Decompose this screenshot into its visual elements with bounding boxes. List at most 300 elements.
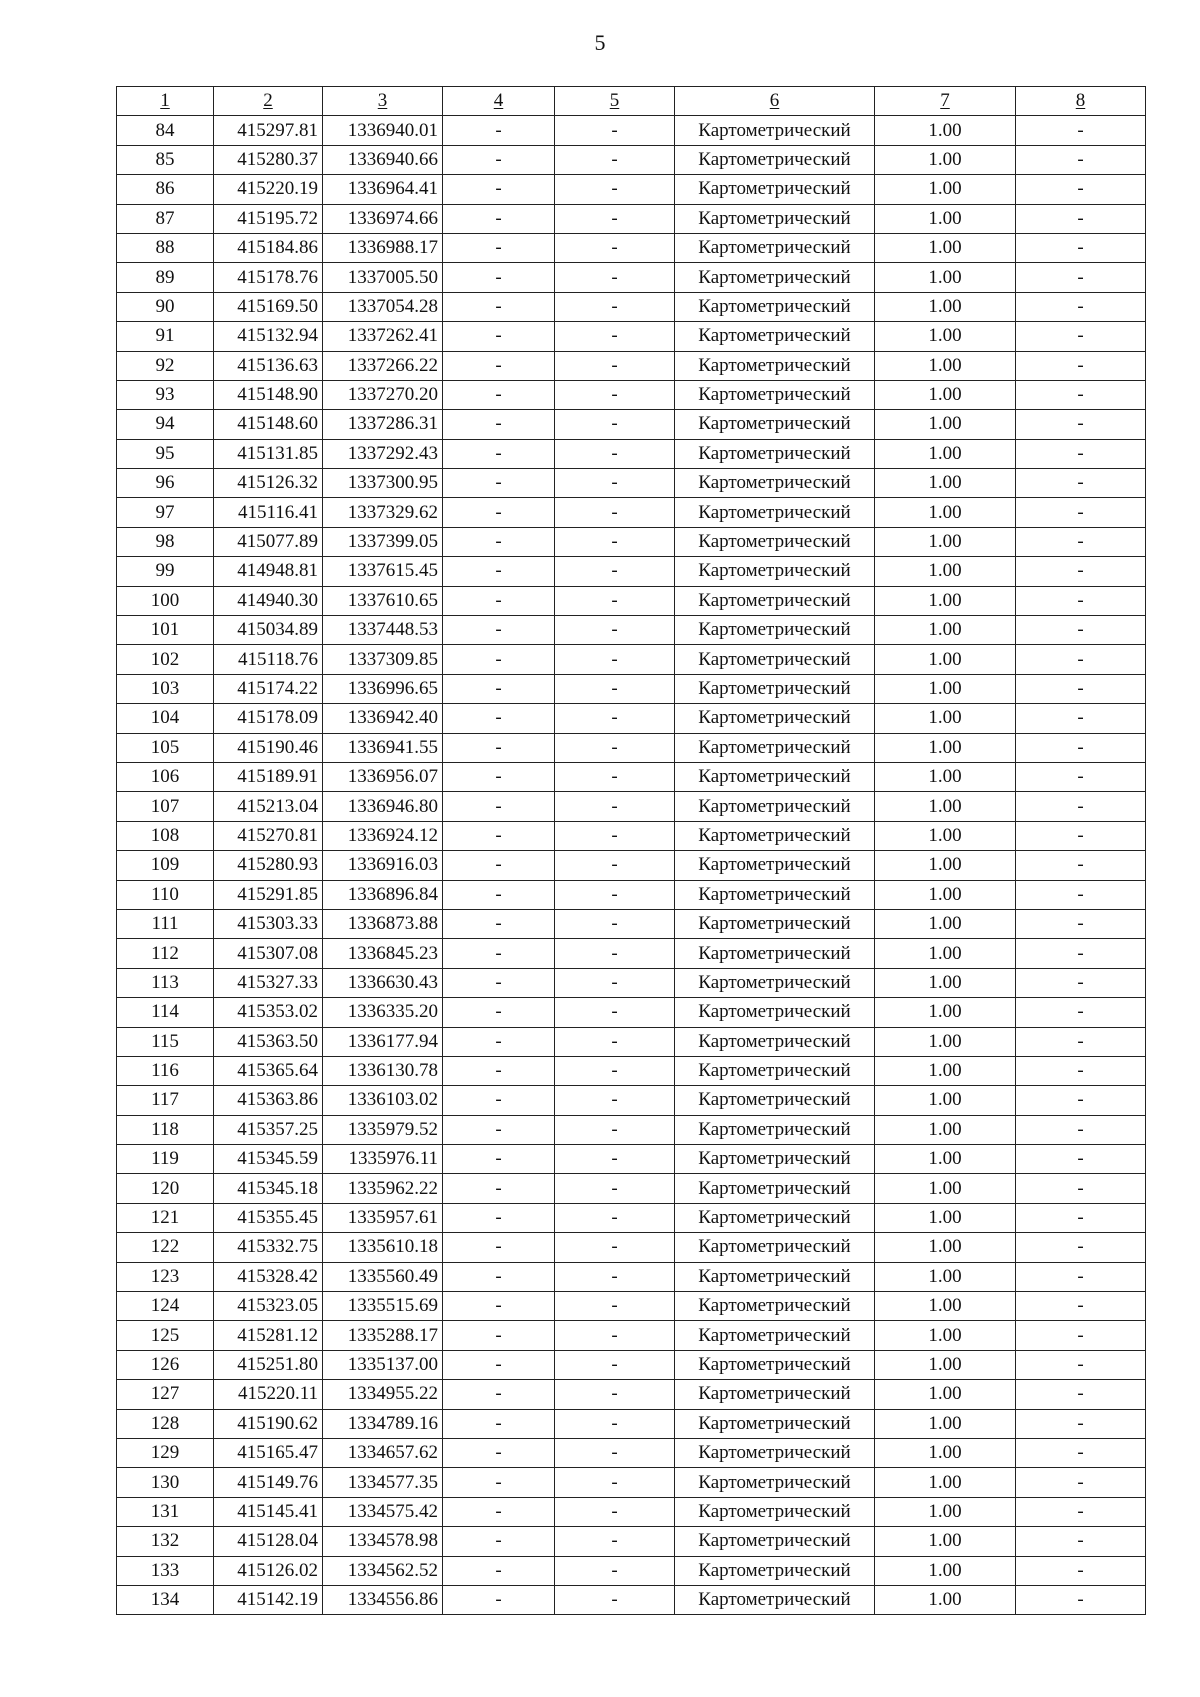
col8-cell: - bbox=[1016, 439, 1146, 468]
col4-cell: - bbox=[443, 851, 555, 880]
x-coordinate-cell: 415034.89 bbox=[214, 616, 323, 645]
col4-cell: - bbox=[443, 645, 555, 674]
point-number-cell: 114 bbox=[117, 998, 214, 1027]
table-body bbox=[117, 116, 1146, 1615]
col5-cell: - bbox=[555, 116, 675, 145]
col5-cell: - bbox=[555, 439, 675, 468]
col8-cell: - bbox=[1016, 263, 1146, 292]
col8-cell: - bbox=[1016, 968, 1146, 997]
y-coordinate-cell: 1337266.22 bbox=[323, 351, 443, 380]
x-coordinate-cell: 415145.41 bbox=[214, 1497, 323, 1526]
col8-cell: - bbox=[1016, 145, 1146, 174]
col4-cell: - bbox=[443, 968, 555, 997]
col8-cell: - bbox=[1016, 175, 1146, 204]
col5-cell: - bbox=[555, 527, 675, 556]
col5-cell: - bbox=[555, 498, 675, 527]
method-cell: Картометрический bbox=[675, 498, 875, 527]
accuracy-cell: 1.00 bbox=[875, 851, 1016, 880]
point-number-cell: 134 bbox=[117, 1585, 214, 1614]
table-row bbox=[117, 145, 1146, 174]
col5-cell: - bbox=[555, 645, 675, 674]
col8-cell: - bbox=[1016, 1145, 1146, 1174]
point-number-cell: 98 bbox=[117, 527, 214, 556]
point-number-cell: 105 bbox=[117, 733, 214, 762]
y-coordinate-cell: 1334562.52 bbox=[323, 1556, 443, 1585]
col4-cell: - bbox=[443, 733, 555, 762]
col5-cell: - bbox=[555, 1174, 675, 1203]
point-number-cell: 118 bbox=[117, 1115, 214, 1144]
y-coordinate-cell: 1337329.62 bbox=[323, 498, 443, 527]
table-row bbox=[117, 380, 1146, 409]
col5-cell: - bbox=[555, 1497, 675, 1526]
col4-cell: - bbox=[443, 233, 555, 262]
accuracy-cell: 1.00 bbox=[875, 498, 1016, 527]
col4-cell: - bbox=[443, 1292, 555, 1321]
method-cell: Картометрический bbox=[675, 527, 875, 556]
col8-cell: - bbox=[1016, 1174, 1146, 1203]
col5-cell: - bbox=[555, 145, 675, 174]
accuracy-cell: 1.00 bbox=[875, 616, 1016, 645]
table-row bbox=[117, 292, 1146, 321]
y-coordinate-cell: 1336941.55 bbox=[323, 733, 443, 762]
y-coordinate-cell: 1337399.05 bbox=[323, 527, 443, 556]
y-coordinate-cell: 1335515.69 bbox=[323, 1292, 443, 1321]
point-number-cell: 91 bbox=[117, 322, 214, 351]
point-number-cell: 128 bbox=[117, 1409, 214, 1438]
y-coordinate-cell: 1337292.43 bbox=[323, 439, 443, 468]
method-cell: Картометрический bbox=[675, 880, 875, 909]
col8-cell: - bbox=[1016, 1233, 1146, 1262]
y-coordinate-cell: 1334657.62 bbox=[323, 1438, 443, 1467]
col8-cell: - bbox=[1016, 469, 1146, 498]
y-coordinate-cell: 1334577.35 bbox=[323, 1468, 443, 1497]
method-cell: Картометрический bbox=[675, 792, 875, 821]
method-cell: Картометрический bbox=[675, 1027, 875, 1056]
col8-cell: - bbox=[1016, 233, 1146, 262]
col5-cell: - bbox=[555, 821, 675, 850]
table-row bbox=[117, 909, 1146, 938]
x-coordinate-cell: 415365.64 bbox=[214, 1056, 323, 1085]
accuracy-cell: 1.00 bbox=[875, 1585, 1016, 1614]
y-coordinate-cell: 1337309.85 bbox=[323, 645, 443, 674]
y-coordinate-cell: 1337286.31 bbox=[323, 410, 443, 439]
col4-cell: - bbox=[443, 1497, 555, 1526]
col5-cell: - bbox=[555, 1380, 675, 1409]
col4-cell: - bbox=[443, 1262, 555, 1291]
method-cell: Картометрический bbox=[675, 322, 875, 351]
accuracy-cell: 1.00 bbox=[875, 1527, 1016, 1556]
method-cell: Картометрический bbox=[675, 1585, 875, 1614]
x-coordinate-cell: 415303.33 bbox=[214, 909, 323, 938]
accuracy-cell: 1.00 bbox=[875, 762, 1016, 791]
col5-cell: - bbox=[555, 880, 675, 909]
table-row bbox=[117, 821, 1146, 850]
y-coordinate-cell: 1336924.12 bbox=[323, 821, 443, 850]
y-coordinate-cell: 1337270.20 bbox=[323, 380, 443, 409]
x-coordinate-cell: 415149.76 bbox=[214, 1468, 323, 1497]
table-row bbox=[117, 351, 1146, 380]
accuracy-cell: 1.00 bbox=[875, 1350, 1016, 1379]
accuracy-cell: 1.00 bbox=[875, 1380, 1016, 1409]
x-coordinate-cell: 415174.22 bbox=[214, 674, 323, 703]
accuracy-cell: 1.00 bbox=[875, 1468, 1016, 1497]
table-row bbox=[117, 410, 1146, 439]
table-row bbox=[117, 1380, 1146, 1409]
col4-cell: - bbox=[443, 527, 555, 556]
method-cell: Картометрический bbox=[675, 939, 875, 968]
col5-cell: - bbox=[555, 351, 675, 380]
y-coordinate-cell: 1336988.17 bbox=[323, 233, 443, 262]
point-number-cell: 102 bbox=[117, 645, 214, 674]
accuracy-cell: 1.00 bbox=[875, 1203, 1016, 1232]
x-coordinate-cell: 415136.63 bbox=[214, 351, 323, 380]
col5-cell: - bbox=[555, 1086, 675, 1115]
y-coordinate-cell: 1335137.00 bbox=[323, 1350, 443, 1379]
accuracy-cell: 1.00 bbox=[875, 586, 1016, 615]
point-number-cell: 90 bbox=[117, 292, 214, 321]
method-cell: Картометрический bbox=[675, 1233, 875, 1262]
point-number-cell: 106 bbox=[117, 762, 214, 791]
table-row bbox=[117, 851, 1146, 880]
point-number-cell: 117 bbox=[117, 1086, 214, 1115]
point-number-cell: 130 bbox=[117, 1468, 214, 1497]
table-row bbox=[117, 175, 1146, 204]
y-coordinate-cell: 1336996.65 bbox=[323, 674, 443, 703]
column-header: 5 bbox=[555, 87, 675, 116]
x-coordinate-cell: 415357.25 bbox=[214, 1115, 323, 1144]
point-number-cell: 94 bbox=[117, 410, 214, 439]
col5-cell: - bbox=[555, 233, 675, 262]
col5-cell: - bbox=[555, 1262, 675, 1291]
coordinates-table bbox=[116, 86, 1146, 1615]
method-cell: Картометрический bbox=[675, 1556, 875, 1585]
x-coordinate-cell: 415184.86 bbox=[214, 233, 323, 262]
table-row bbox=[117, 233, 1146, 262]
table-row bbox=[117, 1438, 1146, 1467]
col4-cell: - bbox=[443, 1174, 555, 1203]
col8-cell: - bbox=[1016, 1056, 1146, 1085]
accuracy-cell: 1.00 bbox=[875, 968, 1016, 997]
table-row bbox=[117, 116, 1146, 145]
header-row bbox=[117, 87, 1146, 116]
col4-cell: - bbox=[443, 1380, 555, 1409]
col4-cell: - bbox=[443, 204, 555, 233]
method-cell: Картометрический bbox=[675, 674, 875, 703]
col5-cell: - bbox=[555, 322, 675, 351]
y-coordinate-cell: 1335610.18 bbox=[323, 1233, 443, 1262]
col4-cell: - bbox=[443, 880, 555, 909]
y-coordinate-cell: 1336335.20 bbox=[323, 998, 443, 1027]
method-cell: Картометрический bbox=[675, 1086, 875, 1115]
table-row bbox=[117, 880, 1146, 909]
col4-cell: - bbox=[443, 557, 555, 586]
point-number-cell: 124 bbox=[117, 1292, 214, 1321]
col5-cell: - bbox=[555, 762, 675, 791]
col5-cell: - bbox=[555, 1027, 675, 1056]
col4-cell: - bbox=[443, 939, 555, 968]
x-coordinate-cell: 415332.75 bbox=[214, 1233, 323, 1262]
method-cell: Картометрический bbox=[675, 998, 875, 1027]
accuracy-cell: 1.00 bbox=[875, 204, 1016, 233]
col8-cell: - bbox=[1016, 351, 1146, 380]
table-row bbox=[117, 762, 1146, 791]
y-coordinate-cell: 1334578.98 bbox=[323, 1527, 443, 1556]
col4-cell: - bbox=[443, 292, 555, 321]
accuracy-cell: 1.00 bbox=[875, 1174, 1016, 1203]
x-coordinate-cell: 415281.12 bbox=[214, 1321, 323, 1350]
y-coordinate-cell: 1337610.65 bbox=[323, 586, 443, 615]
col8-cell: - bbox=[1016, 939, 1146, 968]
column-header: 2 bbox=[214, 87, 323, 116]
col4-cell: - bbox=[443, 616, 555, 645]
point-number-cell: 99 bbox=[117, 557, 214, 586]
col4-cell: - bbox=[443, 1203, 555, 1232]
col4-cell: - bbox=[443, 909, 555, 938]
col8-cell: - bbox=[1016, 674, 1146, 703]
table-row bbox=[117, 674, 1146, 703]
table-row bbox=[117, 263, 1146, 292]
accuracy-cell: 1.00 bbox=[875, 1056, 1016, 1085]
accuracy-cell: 1.00 bbox=[875, 1262, 1016, 1291]
accuracy-cell: 1.00 bbox=[875, 410, 1016, 439]
point-number-cell: 100 bbox=[117, 586, 214, 615]
col4-cell: - bbox=[443, 586, 555, 615]
x-coordinate-cell: 415178.76 bbox=[214, 263, 323, 292]
x-coordinate-cell: 415307.08 bbox=[214, 939, 323, 968]
point-number-cell: 104 bbox=[117, 704, 214, 733]
accuracy-cell: 1.00 bbox=[875, 704, 1016, 733]
point-number-cell: 112 bbox=[117, 939, 214, 968]
col5-cell: - bbox=[555, 469, 675, 498]
col4-cell: - bbox=[443, 1145, 555, 1174]
table-row bbox=[117, 1027, 1146, 1056]
point-number-cell: 95 bbox=[117, 439, 214, 468]
x-coordinate-cell: 415363.86 bbox=[214, 1086, 323, 1115]
x-coordinate-cell: 415328.42 bbox=[214, 1262, 323, 1291]
x-coordinate-cell: 415142.19 bbox=[214, 1585, 323, 1614]
point-number-cell: 113 bbox=[117, 968, 214, 997]
col8-cell: - bbox=[1016, 821, 1146, 850]
col5-cell: - bbox=[555, 1527, 675, 1556]
accuracy-cell: 1.00 bbox=[875, 263, 1016, 292]
col5-cell: - bbox=[555, 939, 675, 968]
table-row bbox=[117, 968, 1146, 997]
accuracy-cell: 1.00 bbox=[875, 233, 1016, 262]
y-coordinate-cell: 1337615.45 bbox=[323, 557, 443, 586]
method-cell: Картометрический bbox=[675, 439, 875, 468]
point-number-cell: 123 bbox=[117, 1262, 214, 1291]
accuracy-cell: 1.00 bbox=[875, 998, 1016, 1027]
method-cell: Картометрический bbox=[675, 380, 875, 409]
col4-cell: - bbox=[443, 469, 555, 498]
x-coordinate-cell: 415165.47 bbox=[214, 1438, 323, 1467]
x-coordinate-cell: 415148.60 bbox=[214, 410, 323, 439]
column-header: 6 bbox=[675, 87, 875, 116]
accuracy-cell: 1.00 bbox=[875, 351, 1016, 380]
col8-cell: - bbox=[1016, 292, 1146, 321]
col8-cell: - bbox=[1016, 880, 1146, 909]
col8-cell: - bbox=[1016, 380, 1146, 409]
col8-cell: - bbox=[1016, 1438, 1146, 1467]
accuracy-cell: 1.00 bbox=[875, 1086, 1016, 1115]
y-coordinate-cell: 1335957.61 bbox=[323, 1203, 443, 1232]
accuracy-cell: 1.00 bbox=[875, 1233, 1016, 1262]
method-cell: Картометрический bbox=[675, 1292, 875, 1321]
column-header: 1 bbox=[117, 87, 214, 116]
page-number: 5 bbox=[594, 30, 606, 55]
y-coordinate-cell: 1335560.49 bbox=[323, 1262, 443, 1291]
col5-cell: - bbox=[555, 1115, 675, 1144]
col8-cell: - bbox=[1016, 1027, 1146, 1056]
table-row bbox=[117, 1321, 1146, 1350]
accuracy-cell: 1.00 bbox=[875, 1115, 1016, 1144]
point-number-cell: 129 bbox=[117, 1438, 214, 1467]
y-coordinate-cell: 1336873.88 bbox=[323, 909, 443, 938]
col5-cell: - bbox=[555, 733, 675, 762]
col8-cell: - bbox=[1016, 1409, 1146, 1438]
y-coordinate-cell: 1337005.50 bbox=[323, 263, 443, 292]
method-cell: Картометрический bbox=[675, 1350, 875, 1379]
col8-cell: - bbox=[1016, 733, 1146, 762]
col5-cell: - bbox=[555, 1233, 675, 1262]
col5-cell: - bbox=[555, 1292, 675, 1321]
x-coordinate-cell: 415131.85 bbox=[214, 439, 323, 468]
point-number-cell: 101 bbox=[117, 616, 214, 645]
col4-cell: - bbox=[443, 674, 555, 703]
method-cell: Картометрический bbox=[675, 762, 875, 791]
table-row bbox=[117, 1468, 1146, 1497]
col8-cell: - bbox=[1016, 322, 1146, 351]
col8-cell: - bbox=[1016, 909, 1146, 938]
point-number-cell: 131 bbox=[117, 1497, 214, 1526]
col5-cell: - bbox=[555, 175, 675, 204]
x-coordinate-cell: 415355.45 bbox=[214, 1203, 323, 1232]
method-cell: Картометрический bbox=[675, 909, 875, 938]
accuracy-cell: 1.00 bbox=[875, 1409, 1016, 1438]
col8-cell: - bbox=[1016, 1203, 1146, 1232]
col8-cell: - bbox=[1016, 1321, 1146, 1350]
col8-cell: - bbox=[1016, 851, 1146, 880]
table-row bbox=[117, 527, 1146, 556]
col5-cell: - bbox=[555, 1056, 675, 1085]
col5-cell: - bbox=[555, 674, 675, 703]
col8-cell: - bbox=[1016, 498, 1146, 527]
x-coordinate-cell: 415128.04 bbox=[214, 1527, 323, 1556]
x-coordinate-cell: 415126.32 bbox=[214, 469, 323, 498]
method-cell: Картометрический bbox=[675, 821, 875, 850]
method-cell: Картометрический bbox=[675, 1262, 875, 1291]
table-row bbox=[117, 498, 1146, 527]
point-number-cell: 88 bbox=[117, 233, 214, 262]
point-number-cell: 132 bbox=[117, 1527, 214, 1556]
table-row bbox=[117, 1086, 1146, 1115]
accuracy-cell: 1.00 bbox=[875, 1292, 1016, 1321]
col4-cell: - bbox=[443, 322, 555, 351]
method-cell: Картометрический bbox=[675, 1438, 875, 1467]
x-coordinate-cell: 415353.02 bbox=[214, 998, 323, 1027]
y-coordinate-cell: 1336956.07 bbox=[323, 762, 443, 791]
y-coordinate-cell: 1335976.11 bbox=[323, 1145, 443, 1174]
col4-cell: - bbox=[443, 1233, 555, 1262]
x-coordinate-cell: 414940.30 bbox=[214, 586, 323, 615]
method-cell: Картометрический bbox=[675, 1321, 875, 1350]
col4-cell: - bbox=[443, 1086, 555, 1115]
method-cell: Картометрический bbox=[675, 1145, 875, 1174]
col4-cell: - bbox=[443, 1027, 555, 1056]
col4-cell: - bbox=[443, 116, 555, 145]
x-coordinate-cell: 415148.90 bbox=[214, 380, 323, 409]
x-coordinate-cell: 415169.50 bbox=[214, 292, 323, 321]
x-coordinate-cell: 415118.76 bbox=[214, 645, 323, 674]
col5-cell: - bbox=[555, 851, 675, 880]
col5-cell: - bbox=[555, 380, 675, 409]
col5-cell: - bbox=[555, 1468, 675, 1497]
col8-cell: - bbox=[1016, 1086, 1146, 1115]
table-row bbox=[117, 1585, 1146, 1614]
point-number-cell: 127 bbox=[117, 1380, 214, 1409]
accuracy-cell: 1.00 bbox=[875, 1556, 1016, 1585]
method-cell: Картометрический bbox=[675, 1468, 875, 1497]
table-row bbox=[117, 1174, 1146, 1203]
y-coordinate-cell: 1336130.78 bbox=[323, 1056, 443, 1085]
point-number-cell: 103 bbox=[117, 674, 214, 703]
method-cell: Картометрический bbox=[675, 733, 875, 762]
accuracy-cell: 1.00 bbox=[875, 645, 1016, 674]
x-coordinate-cell: 415291.85 bbox=[214, 880, 323, 909]
col5-cell: - bbox=[555, 998, 675, 1027]
y-coordinate-cell: 1337262.41 bbox=[323, 322, 443, 351]
y-coordinate-cell: 1336940.01 bbox=[323, 116, 443, 145]
col8-cell: - bbox=[1016, 616, 1146, 645]
x-coordinate-cell: 415213.04 bbox=[214, 792, 323, 821]
table-row bbox=[117, 939, 1146, 968]
col4-cell: - bbox=[443, 1556, 555, 1585]
y-coordinate-cell: 1336974.66 bbox=[323, 204, 443, 233]
method-cell: Картометрический bbox=[675, 204, 875, 233]
x-coordinate-cell: 415280.37 bbox=[214, 145, 323, 174]
accuracy-cell: 1.00 bbox=[875, 292, 1016, 321]
table-row bbox=[117, 704, 1146, 733]
accuracy-cell: 1.00 bbox=[875, 439, 1016, 468]
method-cell: Картометрический bbox=[675, 116, 875, 145]
accuracy-cell: 1.00 bbox=[875, 1027, 1016, 1056]
method-cell: Картометрический bbox=[675, 1497, 875, 1526]
col8-cell: - bbox=[1016, 998, 1146, 1027]
x-coordinate-cell: 415178.09 bbox=[214, 704, 323, 733]
point-number-cell: 92 bbox=[117, 351, 214, 380]
accuracy-cell: 1.00 bbox=[875, 175, 1016, 204]
col5-cell: - bbox=[555, 909, 675, 938]
col8-cell: - bbox=[1016, 1527, 1146, 1556]
point-number-cell: 125 bbox=[117, 1321, 214, 1350]
col8-cell: - bbox=[1016, 762, 1146, 791]
y-coordinate-cell: 1336946.80 bbox=[323, 792, 443, 821]
accuracy-cell: 1.00 bbox=[875, 1321, 1016, 1350]
col4-cell: - bbox=[443, 145, 555, 174]
method-cell: Картометрический bbox=[675, 616, 875, 645]
col4-cell: - bbox=[443, 439, 555, 468]
col4-cell: - bbox=[443, 998, 555, 1027]
col4-cell: - bbox=[443, 175, 555, 204]
col8-cell: - bbox=[1016, 410, 1146, 439]
col8-cell: - bbox=[1016, 557, 1146, 586]
method-cell: Картометрический bbox=[675, 851, 875, 880]
table-row bbox=[117, 1233, 1146, 1262]
col8-cell: - bbox=[1016, 586, 1146, 615]
col4-cell: - bbox=[443, 498, 555, 527]
table-header bbox=[117, 87, 1146, 116]
x-coordinate-cell: 415195.72 bbox=[214, 204, 323, 233]
